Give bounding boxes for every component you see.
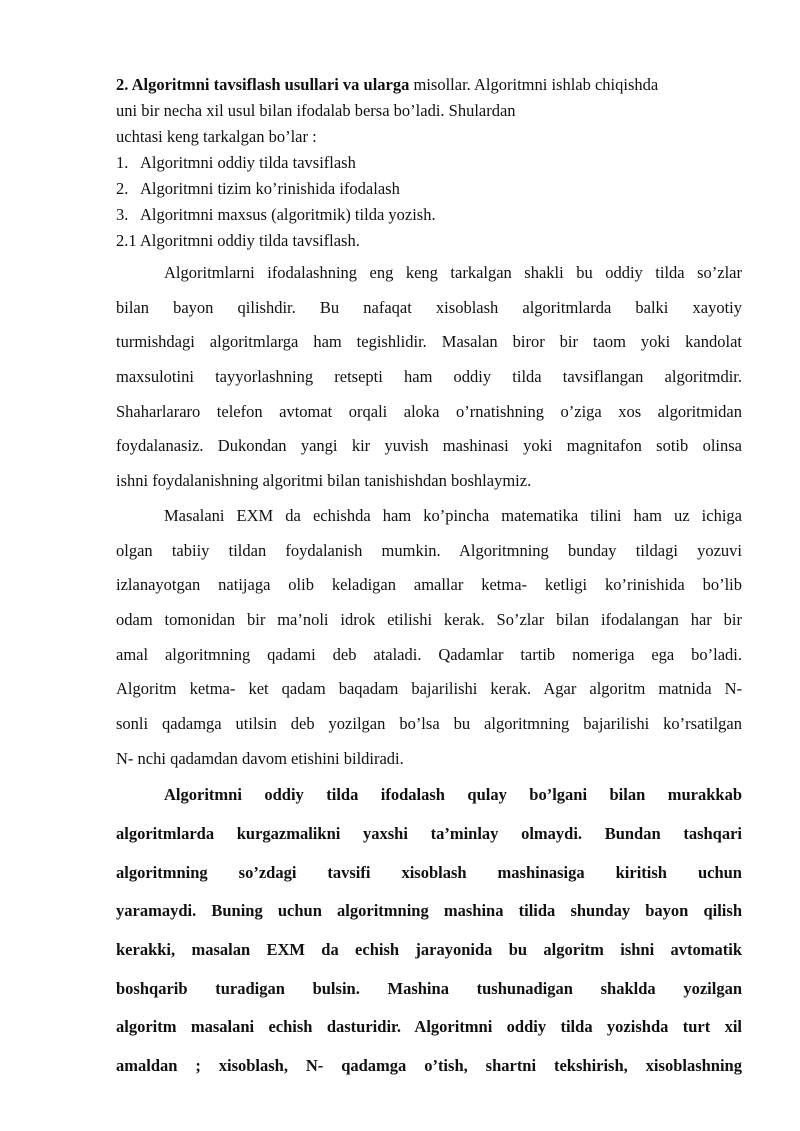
paragraph-line: ishni foydalanishning algoritmi bilan tanishishdan boshlaymiz.	[116, 471, 532, 491]
paragraph-line: sonli qadamga utilsin deb yozilgan bo’lsa bu algoritmning bajarilishi ko’rsatilgan	[116, 713, 742, 733]
paragraph-line: algoritmning so’zdagi tavsifi xisoblash mashinasiga kiritish uchun	[116, 862, 742, 882]
heading-continuation: misollar. Algoritmni ishlab chiqishda	[409, 75, 659, 94]
paragraph-line: Algoritmlarni ifodalashning eng keng tarkalgan shakli bu oddiy tilda so’zlar	[164, 263, 742, 282]
intro-line: uni bir necha xil usul bilan ifodalab bersa bo’ladi. Shulardan	[116, 101, 516, 120]
list-item	[116, 202, 742, 228]
list-text: Algoritmni maxsus (algoritmik) tilda yozish.	[140, 205, 436, 224]
heading-line	[116, 72, 742, 98]
paragraph-line: olgan tabiiy tildan foydalanish mumkin. Algoritmning bunday tildagi yozuvi	[116, 540, 742, 560]
list-number: 2.	[116, 179, 129, 198]
paragraph-line: amaldan ; xisoblash, N- qadamga o’tish, shartni tekshirish, xisoblashning	[116, 1056, 742, 1076]
paragraph-line: Algoritm ketma- ket qadam baqadam bajarilishi kerak. Agar algoritm matnida N-	[116, 679, 742, 699]
list-text: Algoritmni oddiy tilda tavsiflash	[140, 153, 356, 172]
paragraph-line: boshqarib turadigan bulsin. Mashina tushunadigan shaklda yozilgan	[116, 978, 742, 998]
paragraph-line: amal algoritmning qadami deb ataladi. Qadamlar tartib nomeriga ega bo’ladi.	[116, 644, 742, 664]
paragraph-line: foydalanasiz. Dukondan yangi kir yuvish mashinasi yoki magnitafon sotib olinsa	[116, 436, 742, 456]
paragraph-line: Shaharlararo telefon avtomat orqali aloka o’rnatishning o’ziga xos algoritmidan	[116, 401, 742, 421]
paragraph-line: Algoritmni oddiy tilda ifodalash qulay bo’lgani bilan murakkab	[164, 785, 742, 805]
paragraph-line: maxsulotini tayyorlashning retsepti ham oddiy tilda tavsiflangan algoritmdir.	[116, 367, 742, 387]
intro-line: uchtasi keng tarkalgan bo’lar :	[116, 127, 317, 146]
intro-block	[116, 72, 742, 254]
paragraph-line: odam tomonidan bir ma’noli idrok etilishi kerak. So’zlar bilan ifodalangan har bir	[116, 609, 742, 629]
paragraph-1	[116, 256, 742, 499]
section-heading: 2. Algoritmni tavsiflash usullari va ularga	[116, 75, 410, 94]
list-number: 3.	[116, 205, 129, 224]
paragraph-line: yaramaydi. Buning uchun algoritmning mashina tilida shunday bayon qilish	[116, 901, 742, 921]
list-item	[116, 176, 742, 202]
paragraph-2	[116, 499, 742, 777]
paragraph-line: izlanayotgan natijaga olib keladigan amallar ketma- ketligi ko’rinishida bo’lib	[116, 575, 742, 595]
list-item	[116, 150, 742, 176]
paragraph-3	[116, 776, 742, 1086]
subsection-heading: 2.1 Algoritmni oddiy tilda tavsiflash.	[116, 231, 360, 250]
list-text: Algoritmni tizim ko’rinishida ifodalash	[140, 179, 400, 198]
list-number: 1.	[116, 153, 129, 172]
paragraph-line: algoritmlarda kurgazmalikni yaxshi ta’minlay olmaydi. Bundan tashqari	[116, 824, 742, 843]
document-page	[116, 72, 742, 1086]
paragraph-line: bilan bayon qilishdir. Bu nafaqat xisoblash algoritmlarda balki xayotiy	[116, 297, 742, 317]
paragraph-line: Masalani EXM da echishda ham ko’pincha matematika tilini ham uz ichiga	[164, 505, 742, 525]
paragraph-line: kerakki, masalan EXM da echish jarayonida bu algoritm ishni avtomatik	[116, 940, 742, 960]
paragraph-line: N- nchi qadamdan davom etishini bildiradi.	[116, 748, 404, 768]
paragraph-line: algoritm masalani echish dasturidir. Algoritmni oddiy tilda yozishda turt xil	[116, 1017, 742, 1037]
paragraph-line: turmishdagi algoritmlarga ham tegishlidir. Masalan biror bir taom yoki kandolat	[116, 332, 742, 352]
